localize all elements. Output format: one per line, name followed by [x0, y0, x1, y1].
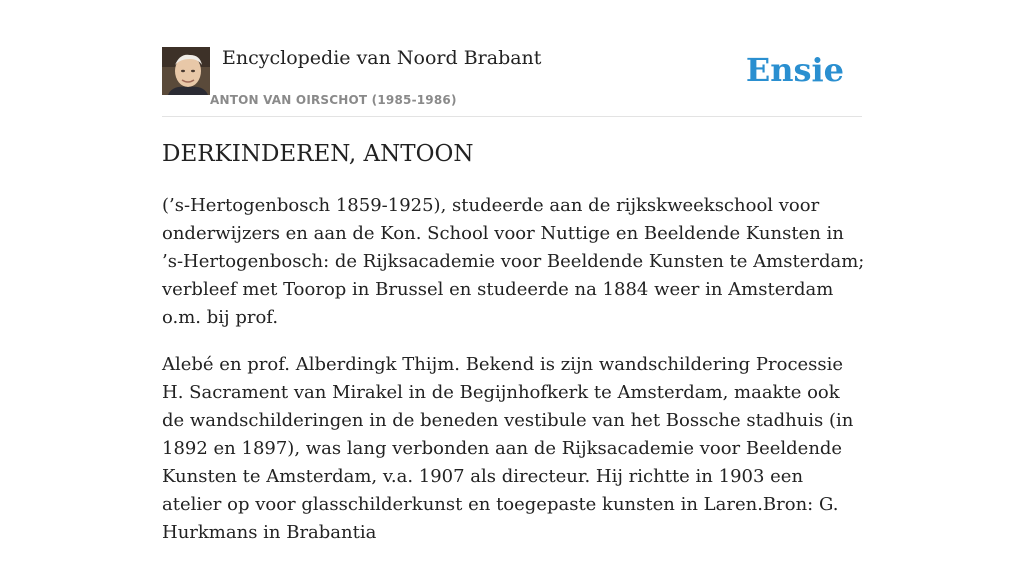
author-name[interactable]: ANTON VAN OIRSCHOT (1985-1986)	[210, 93, 457, 107]
author-avatar[interactable]	[162, 47, 210, 95]
article-paragraph: Alebé en prof. Alberdingk Thijm. Bekend is zijn wandschildering Processie H. Sacrament van Mirakel in de Begijnhofkerk te Amsterdam, maakte ook de wandschilderingen in de beneden vestibule van het Bossche stadhuis (in 1892 en 1897), was lang verbonden aan de Rijksacademie voor Beeldende Kunsten te Amsterdam, v.a. 1907 als directeur. Hij richtte in 1903 een atelier op voor glasschilderkunst en toegepaste kunsten in Laren.Bron: G. Hurkmans in Brabantia	[162, 354, 854, 543]
article-body	[162, 192, 867, 566]
article-paragraph: (’s-Hertogenbosch 1859-1925), studeerde aan de rijkskweekschool voor onderwijzers en aan de Kon. School voor Nuttige en Beeldende Kunsten in ’s-Hertogenbosch: de Rijksacademie voor Beeldende Kunsten te Amsterdam; verbleef met Toorop in Brussel en studeerde na 1884 weer in Amsterdam o.m. bij prof.	[162, 195, 865, 328]
article-header	[162, 46, 862, 117]
author-portrait-icon	[162, 47, 210, 95]
site-title[interactable]: Encyclopedie van Noord Brabant	[222, 47, 542, 69]
ensie-logo[interactable]: Ensie	[745, 51, 844, 89]
article-title: DERKINDEREN, ANTOON	[162, 141, 474, 167]
